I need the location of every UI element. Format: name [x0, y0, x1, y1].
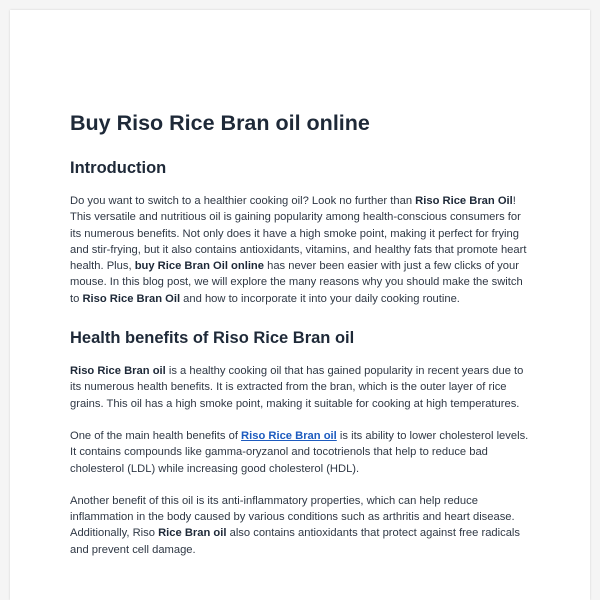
intro-heading: Introduction [70, 159, 167, 177]
health-p3-bold: Rice Bran oil [158, 527, 227, 540]
health-p2-text-2: is its ability to lower cholesterol levels. It contains compounds like gamma-oryzanol and tocotrienols that help to reduce bad cholesterol (LDL) while increasing good cholesterol (HDL). [70, 429, 529, 475]
intro-bold-2: buy Rice Bran Oil online [134, 260, 264, 273]
health-paragraph-3 [70, 493, 532, 558]
intro-bold-1: Riso Rice Bran Oil [415, 195, 513, 207]
intro-paragraph [70, 193, 532, 307]
health-heading: Health benefits of Riso Rice Bran oil [70, 329, 355, 348]
intro-text-4: and how to incorporate it into your daily cooking routine. [180, 292, 460, 305]
health-paragraph-1 [70, 363, 532, 412]
health-p3-text-1: Another benefit of this oil is its anti-inflammatory properties, which can help reduce inflammation in the body caused by various conditions such as arthritis and heart disease. Additionally, Riso [70, 494, 515, 540]
intro-text-2: ! This versatile and nutritious oil is gaining popularity among health-conscious consumers for its numerous benefits. Not only does it have a high smoke point, making it perfect for frying and stir-frying, but it also contains antioxidants, vitamins, and healthy fats that promote heart health. Plus, [70, 195, 527, 273]
document-content [70, 109, 532, 558]
intro-bold-3: Riso Rice Bran Oil [82, 292, 181, 305]
health-p3-text-2: also contains antioxidants that protect against free radicals and prevent cell damage. [70, 527, 521, 556]
page-title: Buy Riso Rice Bran oil online [70, 111, 370, 135]
health-p1-text: is a healthy cooking oil that has gained popularity in recent years due to its numerous health benefits. It is extracted from the bran, which is the outer layer of rice grains. This oil has a high smoke point, making it suitable for cooking at high temperatures. [70, 365, 524, 410]
intro-text-3: has never been easier with just a few clicks of your mouse. In this blog post, we will explore the many reasons why you should make the switch to [70, 260, 523, 305]
riso-rice-bran-oil-link[interactable]: Riso Rice Bran oil [241, 429, 337, 442]
health-paragraph-2 [70, 428, 532, 477]
health-p1-bold: Riso Rice Bran oil [70, 365, 166, 378]
health-p2-text-1: One of the main health benefits of [70, 429, 242, 442]
intro-text-1: Do you want to switch to a healthier cooking oil? Look no further than [70, 195, 416, 207]
document-page [10, 10, 590, 600]
